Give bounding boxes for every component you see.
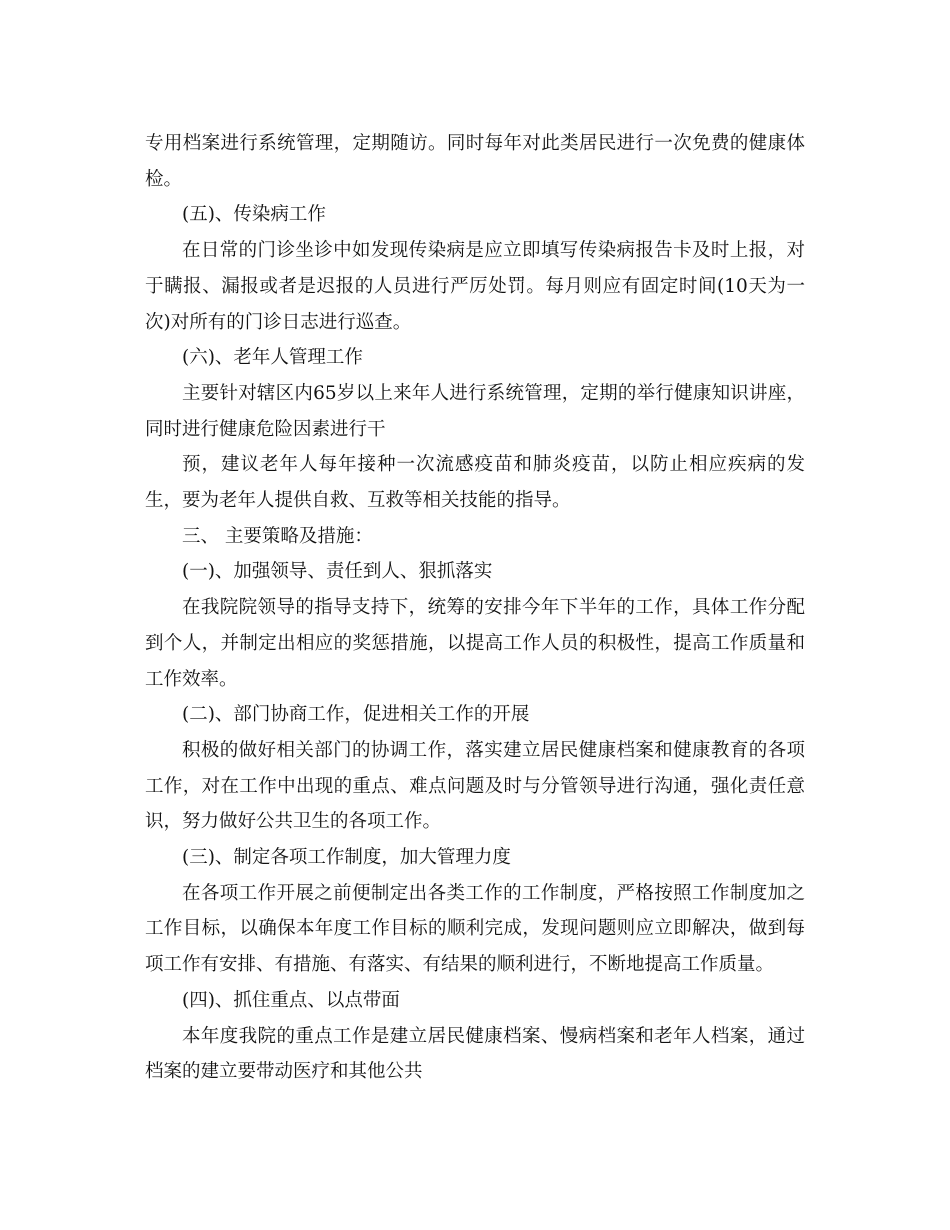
section-heading: (三)、制定各项工作制度，加大管理力度	[182, 847, 511, 869]
paragraph: 在各项工作开展之前便制定出各类工作的工作制度，严格按照工作制度加之工作目标，以确保本年度工作目标的顺利完成，发现问题则应立即解决，做到每项工作有安排、有措施、有落实、有结果的顺利进行，不断地提高工作质量。	[145, 882, 805, 976]
section-heading: 三、 主要策略及措施：	[182, 525, 373, 547]
paragraph: 预，建议老年人每年接种一次流感疫苗和肺炎疫苗，以防止相应疾病的发生，要为老年人提供自救、互救等相关技能的指导。	[145, 454, 805, 512]
paragraph: 在我院院领导的指导支持下，统筹的安排今年下半年的工作，具体工作分配到个人，并制定出相应的奖惩措施，以提高工作人员的积极性，提高工作质量和工作效率。	[145, 597, 805, 690]
paragraph: 在日常的门诊坐诊中如发现传染病是应立即填写传染病报告卡及时上报，对于瞒报、漏报或者是迟报的人员进行严厉处罚。每月则应有固定时间(10天为一次)对所有的门诊日志进行巡查。	[145, 240, 805, 333]
section-heading: (六)、老年人管理工作	[182, 347, 363, 369]
section-heading: (一)、加强领导、责任到人、狠抓落实	[182, 561, 493, 583]
section-heading: (二)、部门协商工作，促进相关工作的开展	[182, 704, 530, 726]
section-heading: (四)、抓住重点、以点带面	[182, 989, 400, 1011]
paragraph: 本年度我院的重点工作是建立居民健康档案、慢病档案和老年人档案，通过档案的建立要带动医疗和其他公共	[145, 1025, 805, 1083]
section-heading: (五)、传染病工作	[182, 204, 326, 226]
paragraph: 积极的做好相关部门的协调工作，落实建立居民健康档案和健康教育的各项工作，对在工作中出现的重点、难点问题及时与分管领导进行沟通，强化责任意识，努力做好公共卫生的各项工作。	[145, 739, 805, 833]
paragraph: 主要针对辖区内65岁以上来年人进行系统管理，定期的举行健康知识讲座，同时进行健康危险因素进行干	[145, 382, 805, 440]
paragraph: 专用档案进行系统管理，定期随访。同时每年对此类居民进行一次免费的健康体检。	[145, 133, 805, 190]
document-body	[145, 126, 805, 1090]
